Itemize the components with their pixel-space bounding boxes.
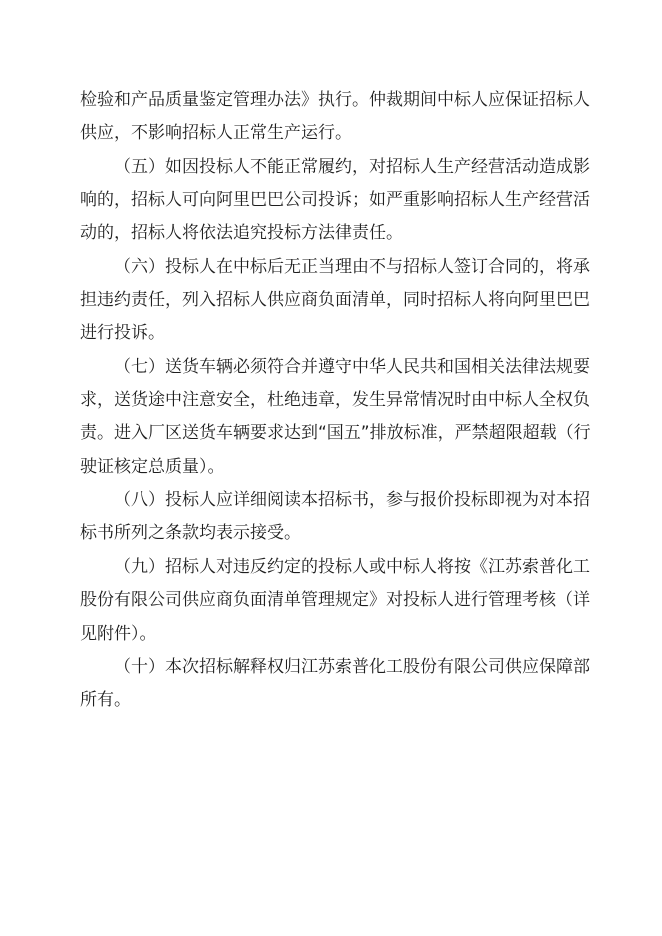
text-line: 见附件）。 (80, 623, 157, 644)
paragraph-continuation (80, 88, 590, 155)
paragraph-clause-7 (80, 355, 591, 488)
text-line: （九）招标人对违反约定的投标人或中标人将按《江苏索普化工 (114, 556, 590, 577)
paragraph-clause-9 (80, 555, 590, 655)
text-line: （八）投标人应详细阅读本招标书，参与报价投标即视为对本招 (114, 490, 590, 511)
paragraph-clause-5 (80, 155, 590, 255)
text-line: （七）送货车辆必须符合并遵守中华人民共和国相关法律法规要 (114, 356, 590, 377)
text-line: 驶证核定总质量）。 (80, 456, 225, 477)
text-line: （六）投标人在中标后无正当理由不与招标人签订合同的，将承 (114, 256, 590, 277)
text-line: 响的，招标人可向阿里巴巴公司投诉；如严重影响招标人生产经营活 (80, 190, 590, 211)
text-line: 股份有限公司供应商负面清单管理规定》对投标人进行管理考核（详 (80, 590, 590, 611)
text-line: 责。进入厂区送货车辆要求达到“国五”排放标准，严禁超限超载（行 (80, 423, 591, 444)
text-line: 标书所列之条款均表示接受。 (80, 523, 301, 544)
text-line: 进行投诉。 (80, 323, 165, 344)
text-line: 供应，不影响招标人正常生产运行。 (80, 123, 352, 144)
document-body (80, 88, 591, 722)
text-line: 担违约责任，列入招标人供应商负面清单，同时招标人将向阿里巴巴 (80, 290, 590, 311)
text-line: 动的，招标人将依法追究投标方法律责任。 (80, 223, 403, 244)
text-line: 所有。 (80, 690, 131, 711)
text-line: 检验和产品质量鉴定管理办法》执行。仲裁期间中标人应保证招标人 (80, 90, 590, 110)
paragraph-clause-6 (80, 255, 590, 355)
text-line: （十）本次招标解释权归江苏索普化工股份有限公司供应保障部 (114, 656, 590, 677)
paragraph-clause-10 (80, 655, 590, 722)
text-line: 求，送货途中注意安全，杜绝违章，发生异常情况时由中标人全权负 (80, 390, 590, 411)
paragraph-clause-8 (80, 488, 590, 555)
text-line: （五）如因投标人不能正常履约，对招标人生产经营活动造成影 (114, 156, 590, 177)
